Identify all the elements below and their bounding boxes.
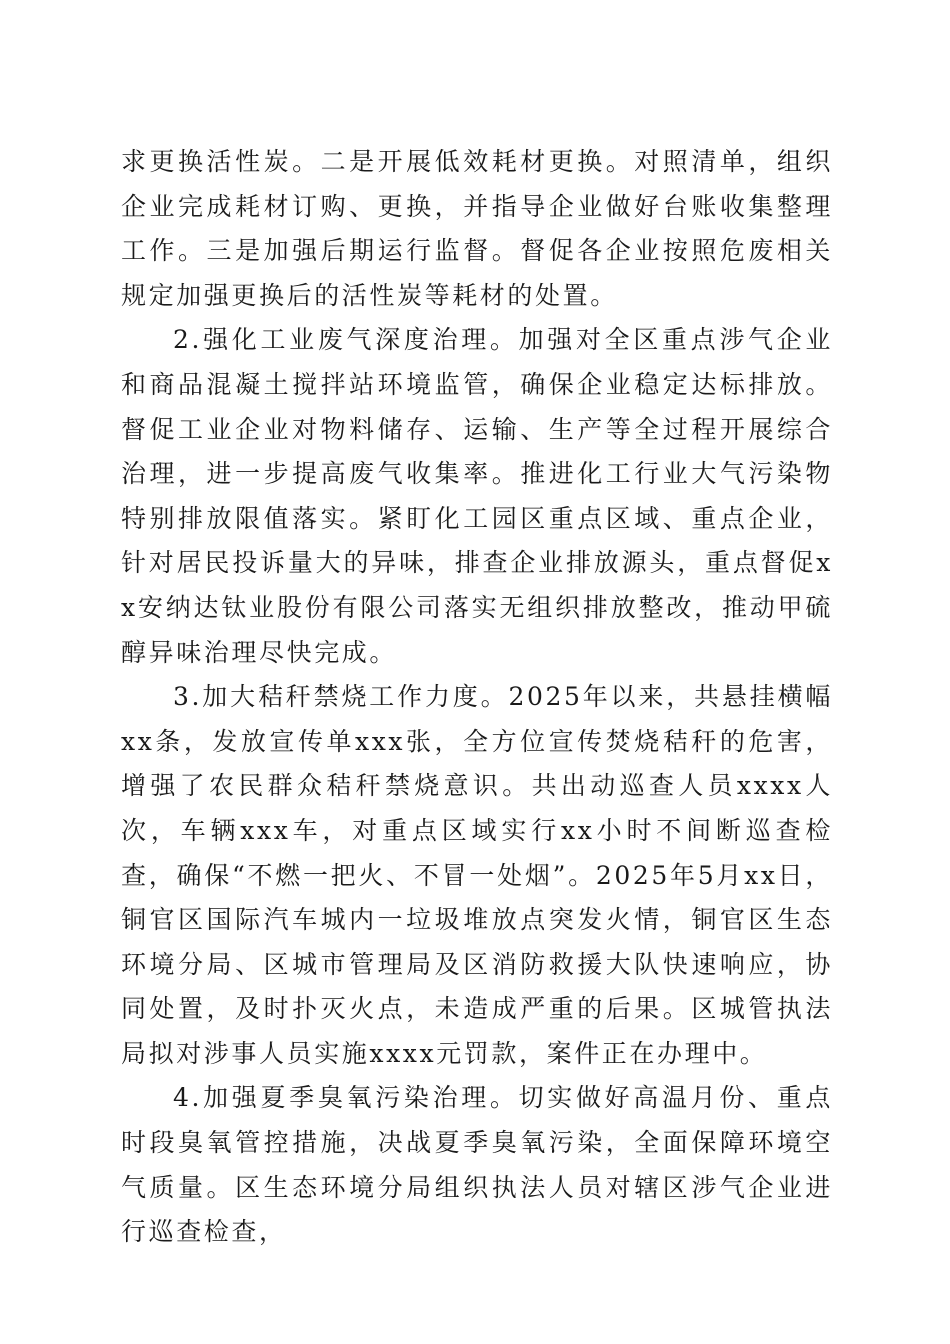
paragraph-straw-burning: 3.加大秸秆禁烧工作力度。2025年以来，共悬挂横幅xx条，发放宣传单xxx张，全方位宣传焚烧秸秆的危害，增强了农民群众秸秆禁烧意识。共出动巡查人员xxxx人次，车辆xxx车，对重点区域实行xx小时不间断巡查检查，确保“不燃一把火、不冒一处烟”。2025年5月xx日，铜官区国际汽车城内一垃圾堆放点突发火情，铜官区生态环境分局、区城市管理局及区消防救援大队快速响应，协同处置，及时扑灭火点，未造成严重的后果。区城管执法局拟对涉事人员实施xxxx元罚款，案件正在办理中。 bbox=[121, 682, 833, 1068]
paragraph-ozone-pollution: 4.加强夏季臭氧污染治理。切实做好高温月份、重点时段臭氧管控措施，决战夏季臭氧污染，全面保障环境空气质量。区生态环境分局组织执法人员对辖区涉气企业进行巡查检查， bbox=[121, 1083, 833, 1247]
paragraph-continuation: 求更换活性炭。二是开展低效耗材更换。对照清单，组织企业完成耗材订购、更换，并指导企业做好台账收集整理工作。三是加强后期运行监督。督促各企业按照危废相关规定加强更换后的活性炭等耗材的处置。 bbox=[121, 147, 833, 310]
document-body bbox=[121, 140, 833, 1255]
paragraph-industrial-exhaust: 2.强化工业废气深度治理。加强对全区重点涉气企业和商品混凝土搅拌站环境监管，确保企业稳定达标排放。督促工业企业对物料储存、运输、生产等全过程开展综合治理，进一步提高废气收集率。推进化工行业大气污染物特别排放限值落实。紧盯化工园区重点区域、重点企业，针对居民投诉量大的异味，排查企业排放源头，重点督促xx安纳达钛业股份有限公司落实无组织排放整改，推动甲硫醇异味治理尽快完成。 bbox=[121, 325, 833, 667]
